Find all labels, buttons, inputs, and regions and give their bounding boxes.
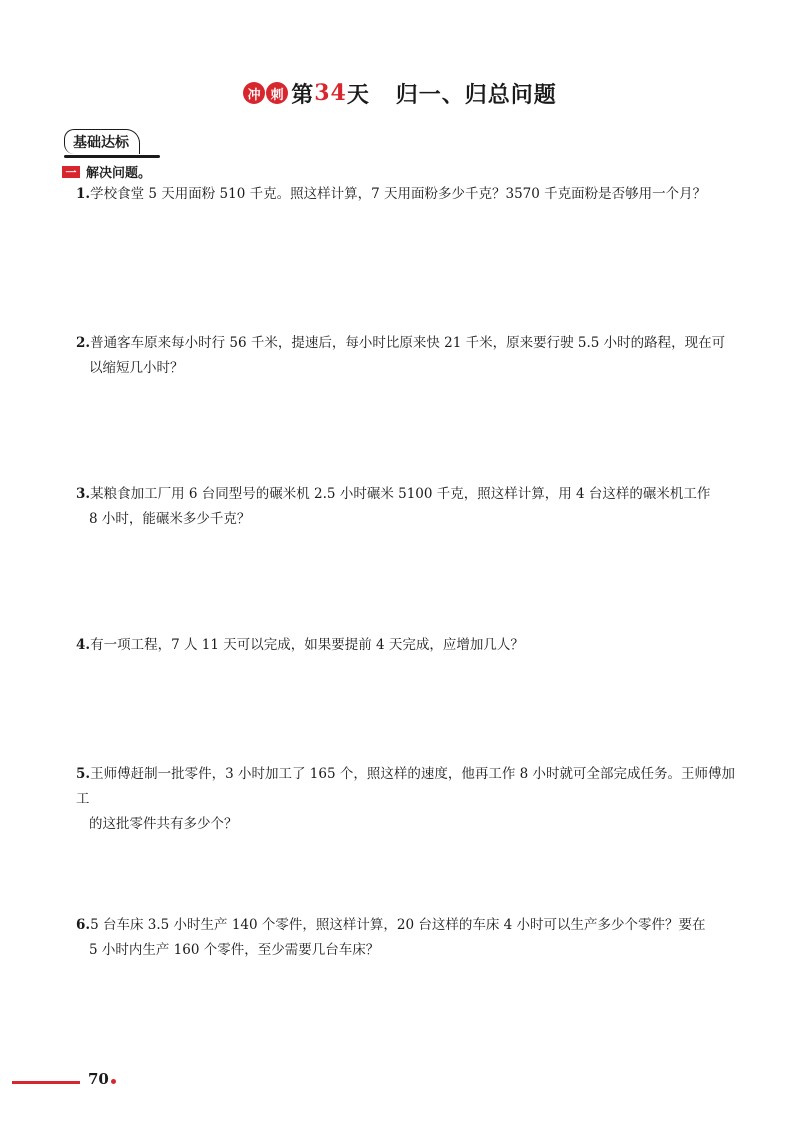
question-number: 2.	[76, 335, 91, 351]
section-underline	[64, 155, 160, 158]
question-text: 学校食堂 5 天用面粉 510 千克。照这样计算，7 天用面粉多少千克？3570 千克面粉是否够用一个月？	[90, 186, 707, 202]
section-label: 基础达标	[64, 129, 140, 154]
question-5	[76, 762, 736, 837]
badge-char-1: 冲	[243, 82, 265, 104]
section-tag	[64, 128, 140, 154]
title-day-number: 34	[314, 80, 347, 106]
question-text: 5 台车床 3.5 小时生产 140 个零件，照这样计算，20 台这样的车床 4 小时可以生产多少个零件？要在	[90, 917, 706, 933]
question-number: 1.	[76, 186, 91, 202]
question-text-cont: 8 小时，能碾米多少千克？	[89, 511, 251, 527]
question-text-cont: 以缩短几小时？	[89, 360, 184, 376]
question-1	[76, 182, 736, 207]
badge-char-2: 刺	[266, 82, 288, 104]
question-text: 某粮食加工厂用 6 台同型号的碾米机 2.5 小时碾米 5100 千克，照这样计算，用 4 台这样的碾米机工作	[90, 486, 711, 502]
title-topic: 天 归一、归总问题	[346, 82, 557, 108]
question-number: 5.	[76, 766, 91, 782]
question-2	[76, 331, 736, 381]
question-number: 4.	[76, 637, 91, 653]
question-text: 普通客车原来每小时行 56 千米，提速后，每小时比原来快 21 千米，原来要行驶 5.5 小时的路程，现在可	[90, 335, 726, 351]
question-text-cont: 5 小时内生产 160 个零件，至少需要几台车床？	[89, 942, 380, 958]
footer-rule	[12, 1081, 80, 1084]
question-text: 王师傅赶制一批零件，3 小时加工了 165 个，照这样的速度，他再工作 8 小时就可全部完成任务。王师傅加工	[76, 766, 735, 807]
question-6	[76, 913, 736, 963]
sprint-badge	[243, 82, 289, 104]
page-number: 70	[88, 1070, 109, 1088]
question-3	[76, 482, 736, 532]
title-prefix: 第	[291, 82, 315, 108]
part-heading	[62, 162, 151, 181]
question-text: 有一项工程，7 人 11 天可以完成，如果要提前 4 天完成，应增加几人？	[90, 637, 524, 653]
question-text-cont: 的这批零件共有多少个？	[89, 816, 238, 832]
page-title	[0, 76, 800, 110]
part-marker: 一	[62, 166, 80, 178]
question-number: 6.	[76, 917, 91, 933]
question-4	[76, 633, 736, 658]
page-number-dot	[111, 1079, 116, 1084]
part-heading-text: 解决问题。	[86, 166, 152, 181]
question-number: 3.	[76, 486, 91, 502]
